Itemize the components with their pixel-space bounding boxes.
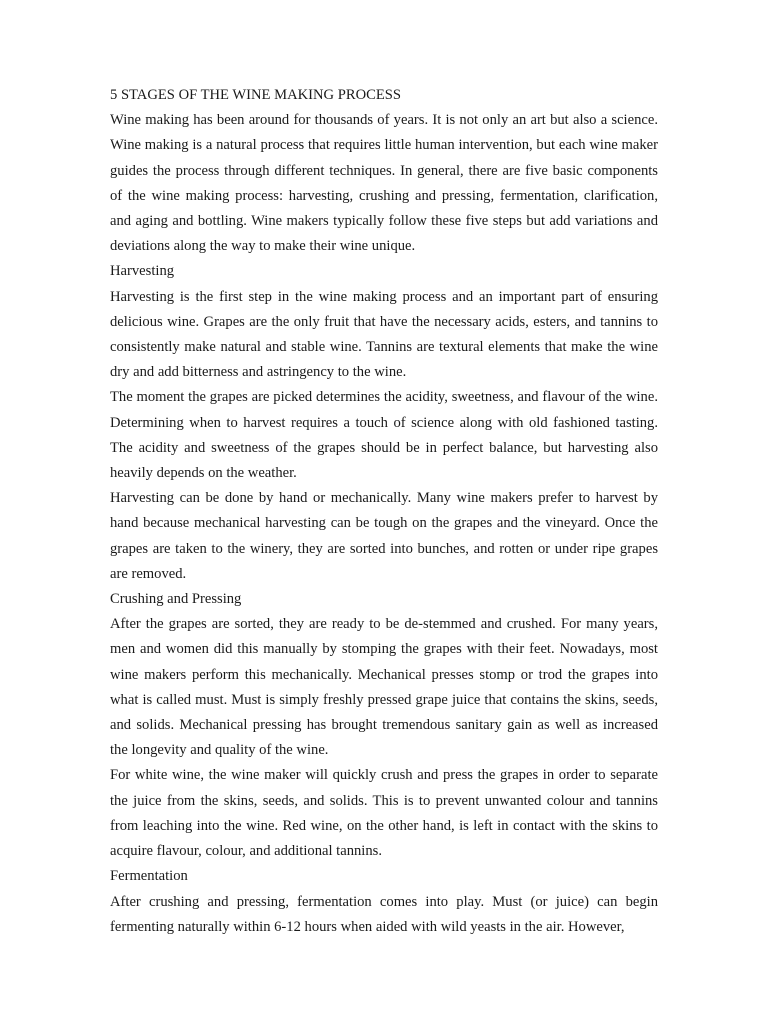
section-heading-harvesting: Harvesting [110,263,175,280]
section-heading-crushing-pressing: Crushing and Pressing [110,591,242,608]
fermentation-paragraph-1: After crushing and pressing, fermentation comes into play. Must (or juice) can begin fermenting naturally within 6-12 hours when aided with wild yeasts in the air. However, [110,893,658,935]
harvesting-paragraph-1: Harvesting is the first step in the wine making process and an important part of ensuring delicious wine. Grapes are the only fruit that have the necessary acids, esters, and tannins to consistently make natural and stable wine. Tannins are textural elements that make the wine dry and add bitterness and astringency to the wine. [110,288,658,381]
harvesting-paragraph-3: Harvesting can be done by hand or mechanically. Many wine makers prefer to harvest by hand because mechanical harvesting can be tough on the grapes and the vineyard. Once the grapes are taken to the winery, they are sorted into bunches, and rotten or under ripe grapes are removed. [110,490,658,582]
crushing-paragraph-1: After the grapes are sorted, they are ready to be de-stemmed and crushed. For many years, men and women did this manually by stomping the grapes with their feet. Nowadays, most wine makers perform this mechanically. Mechanical presses stomp or trod the grapes into what is called must. Must is simply freshly pressed grape juice that contains the skins, seeds, and solids. Mechanical pressing has brought tremendous sanitary gain as well as increased the longevity and quality of the wine. [110,616,658,759]
document-body [110,83,658,940]
section-heading-fermentation: Fermentation [110,868,188,885]
intro-paragraph: Wine making has been around for thousands of years. It is not only an art but also a science. Wine making is a natural process that requires little human intervention, but each wine maker guides the process through different techniques. In general, there are five basic components of the wine making process: harvesting, crushing and pressing, fermentation, clarification, and aging and bottling. Wine makers typically follow these five steps but add variations and deviations along the way to make their wine unique. [110,112,658,255]
crushing-paragraph-2: For white wine, the wine maker will quickly crush and press the grapes in order to separate the juice from the skins, seeds, and solids. This is to prevent unwanted colour and tannins from leaching into the wine. Red wine, on the other hand, is left in contact with the skins to acquire flavour, colour, and additional tannins. [110,767,658,860]
harvesting-paragraph-2: The moment the grapes are picked determines the acidity, sweetness, and flavour of the wine. Determining when to harvest requires a touch of science along with old fashioned tasting. The acidity and sweetness of the grapes should be in perfect balance, but harvesting also heavily depends on the weather. [110,389,658,482]
document-title: 5 STAGES OF THE WINE MAKING PROCESS [110,87,402,103]
